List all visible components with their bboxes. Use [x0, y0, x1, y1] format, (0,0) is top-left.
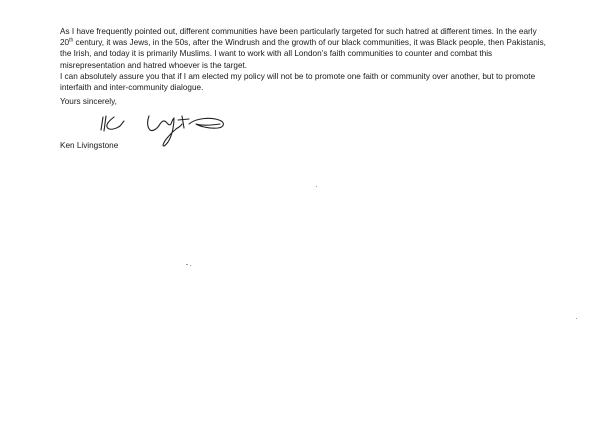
letter-closing: Yours sincerely, — [60, 97, 117, 106]
paragraph-1-text-start: As I have frequently pointed out, different communities have been particularly targeted for such hatred at different times. In the early 20 — [60, 27, 537, 48]
paragraph-1-text-end: century, it was Jews, in the 50s, after the Windrush and the growth of our black communities, it was Black people, then Pakistanis, the Irish, and today it is primarily Muslims. I want to work with all London’s faith communities to counter and combat this misrepresentation and hatred whoever is the target. — [60, 38, 546, 70]
signature-stroke — [178, 119, 189, 120]
signature-stroke — [160, 118, 182, 146]
signature-stroke — [101, 117, 103, 130]
letter-paragraph-2: I can absolutely assure you that if I am elected my policy will not be to promote one faith or community over another, but to promote interfaith and inter-community dialogue. — [60, 72, 536, 93]
signer-name: Ken Livingstone — [60, 141, 119, 150]
signature-stroke — [182, 116, 184, 128]
paragraph-1-superscript: th — [69, 37, 74, 44]
signature-stroke — [107, 117, 124, 129]
scan-speck — [316, 186, 317, 187]
signature-stroke — [189, 118, 223, 128]
scan-speck — [186, 264, 188, 265]
scan-speck — [190, 265, 191, 266]
signature-stroke — [148, 116, 160, 131]
letter-paragraph-1 — [60, 26, 550, 71]
signature-stroke — [104, 116, 106, 131]
scan-speck — [576, 318, 577, 319]
handwritten-signature — [92, 108, 292, 150]
